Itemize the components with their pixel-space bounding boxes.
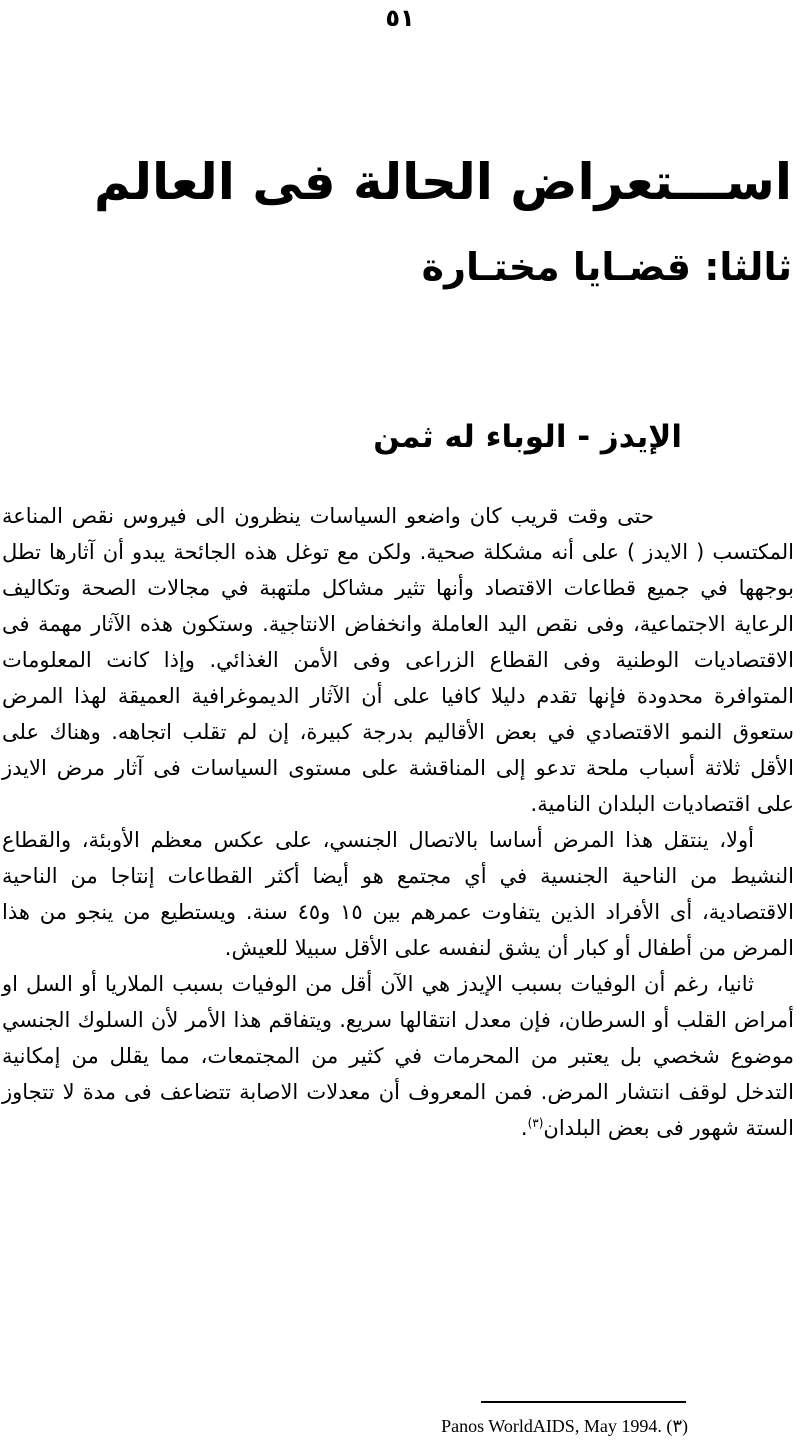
footnote-reference: (٣) xyxy=(527,1116,544,1130)
footnote xyxy=(188,1414,688,1438)
paragraph-second-reason-text: ثانيا، رغم أن الوفيات بسبب الإيدز هي الآن أقل من الوفيات بسبب الملاريا أو السل او أمراض القلب أو السرطان، فإن معدل انتقالها سريع. ويتفاقم هذا الأمر لأن السلوك الجنسي موضوع شخصي بل يعتبر من المحرمات في كثير من المجتمعات، مما يقلل من إمكانية التدخل لوقف انتشار المرض. فمن المعروف أن معدلات الاصابة تتضاعف فى مدة لا تتجاوز الستة شهور فى بعض البلدان xyxy=(2,972,794,1140)
paragraph-intro: حتى وقت قريب كان واضعو السياسات ينظرون الى فيروس نقص المناعة المكتسب ( الايدز ) على أنه مشكلة صحية. ولكن مع توغل هذه الجائحة يبدو أن آثارها تطل بوجهها في جميع قطاعات الاقتصاد وأنها تثير مشاكل ملتهبة في مجالات الصحة وتكاليف الرعاية الاجتماعية، وفى نقص اليد العاملة وانخفاض الانتاجية. وستكون هذه الآثار مهمة فى الاقتصاديات الوطنية وفى القطاع الزراعى وفى الأمن الغذائي. وإذا كانت المعلومات المتوافرة محدودة فإنها تقدم دليلا كافيا على أن الآثار الديموغرافية العميقة لهذا المرض ستعوق النمو الاقتصادي في بعض الأقاليم بدرجة كبيرة، إن لم تقلب اتجاهه. وهناك على الأقل ثلاثة أسباب ملحة تدعو إلى المناقشة على مستوى السياسات فى آثار مرض الايدز على اقتصاديات البلدان النامية. xyxy=(2,504,794,816)
page-number: ٥١ xyxy=(385,4,415,32)
footnote-marker: (٣) xyxy=(666,1416,688,1436)
page-subtitle: ثالثا: قضـايا مختـارة xyxy=(421,245,792,289)
footnote-divider xyxy=(481,1401,686,1403)
article-body xyxy=(2,498,794,1146)
section-heading: الإيدز - الوباء له ثمن xyxy=(373,419,682,455)
paragraph-end-mark: . xyxy=(520,1116,528,1140)
footnote-source: Panos WorldAIDS, May 1994. xyxy=(441,1416,662,1436)
paragraph-first-reason: أولا، ينتقل هذا المرض أساسا بالاتصال الجنسي، على عكس معظم الأوبئة، والقطاع النشيط من الناحية الجنسية في أي مجتمع هو أيضا أكثر القطاعات إنتاجا من الناحية الاقتصادية، أى الأفراد الذين يتفاوت عمرهم بين ١٥ و٤٥ سنة. ويستطيع من ينجو من هذا المرض من أطفال أو كبار أن يشق لنفسه على الأقل سبيلا للعيش. xyxy=(2,828,795,960)
page-title: اســـتعراض الحالة فى العالم xyxy=(94,153,792,211)
paragraph-second-reason xyxy=(2,966,794,1146)
